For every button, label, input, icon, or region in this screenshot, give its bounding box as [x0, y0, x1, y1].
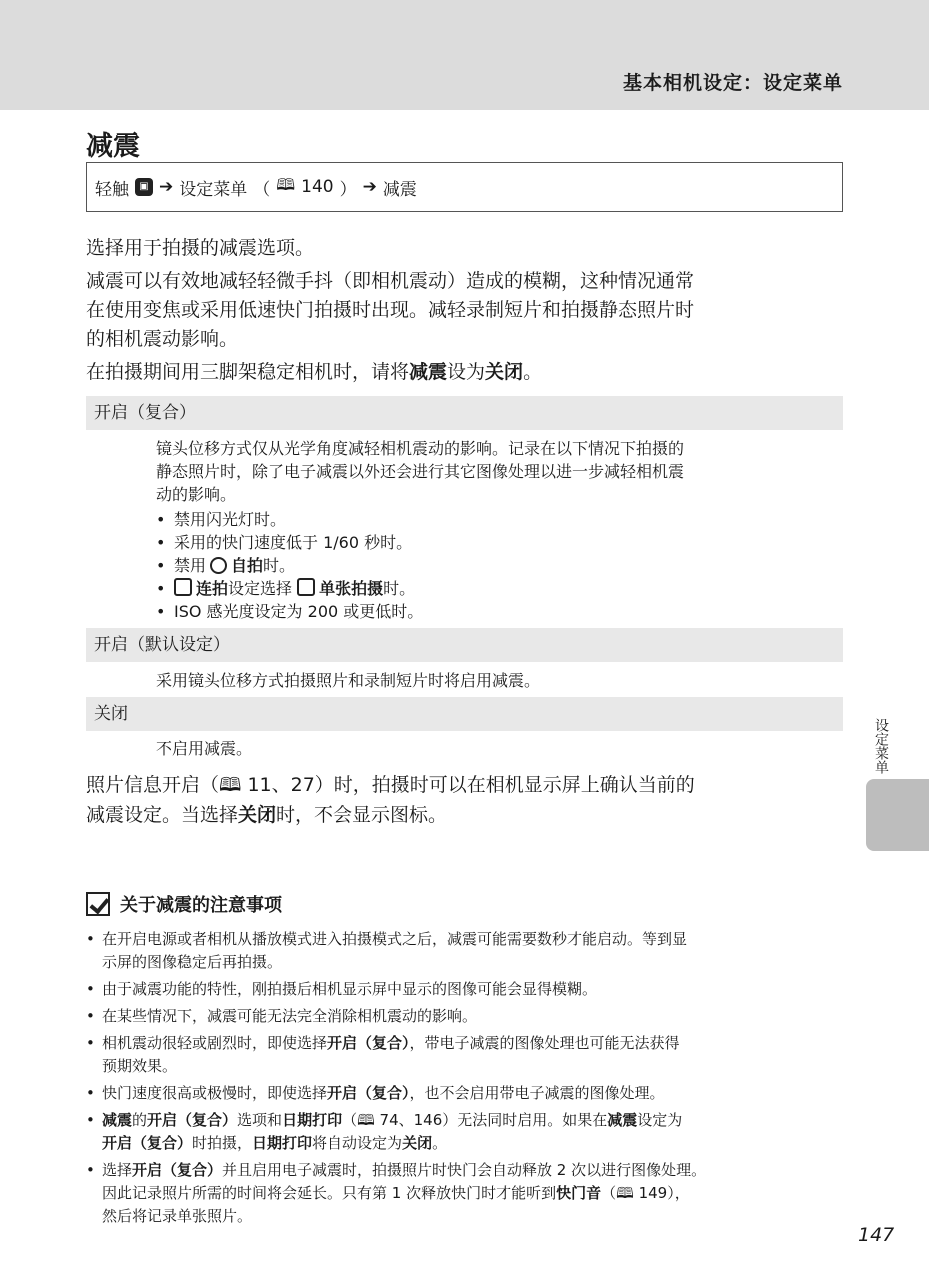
note-text: ，也不会启用带电子减震的图像处理。	[409, 1084, 665, 1102]
bullet-text: 时。	[263, 556, 296, 575]
note-item: • 由于减震功能的特性，刚拍摄后相机显示屏中显示的图像可能会显得模糊。	[86, 978, 846, 1001]
bold-text: 减震	[409, 361, 448, 383]
bold-text: 关闭	[402, 1134, 433, 1152]
bold-text: 连拍	[196, 579, 229, 598]
note-text: （🕮 74、146）无法同时启用。如果在	[342, 1111, 608, 1129]
text: 减震设定。当选择	[86, 804, 239, 826]
page-title: 减震	[86, 131, 140, 162]
bullet-text: 设定选择	[228, 579, 293, 598]
intro-paragraph-3	[86, 357, 846, 387]
home-camera-icon: ▣	[135, 178, 153, 196]
bullet-item: • 采用的快门速度低于 1/60 秒时。	[156, 533, 413, 552]
header-title: 基本相机设定：设定菜单	[622, 72, 843, 94]
note-text: 设定为	[637, 1111, 683, 1129]
bold-text: 减震	[607, 1111, 638, 1129]
option-desc-line: 静态照片时，除了电子减震以外还会进行其它图像处理以进一步减轻相机震	[156, 462, 685, 481]
checkmark-icon	[86, 892, 110, 916]
nav-paren-close: ）	[339, 179, 357, 200]
note-item: • 在某些情况下，减震可能无法完全消除相机震动的影响。	[86, 1005, 846, 1028]
arrow-icon: ➔	[362, 177, 377, 197]
notes-heading	[86, 891, 282, 917]
page-number: 147	[858, 1224, 895, 1246]
note-text: 选项和	[237, 1111, 283, 1129]
option-header-combined: 开启（复合）	[86, 396, 843, 430]
bullet-item: • 禁用闪光灯时。	[156, 510, 287, 529]
bullet-item: • 禁用 自拍时。	[156, 556, 296, 575]
nav-menu-label: 设定菜单	[179, 179, 248, 200]
note-text: 的	[132, 1111, 148, 1129]
intro-paragraph-2-line-2: 在使用变焦或采用低速快门拍摄时出现。减轻录制短片和拍摄静态照片时	[86, 299, 695, 321]
bullet-text: 时。	[383, 579, 416, 598]
bold-text: 减震	[102, 1111, 133, 1129]
bold-text: 单张拍摄	[319, 579, 384, 598]
side-tab-marker	[866, 779, 929, 851]
note-item	[86, 1109, 846, 1155]
note-text: 因此记录照片所需的时间将会延长。只有第 1 次释放快门时才能听到	[102, 1184, 557, 1202]
text: 设为	[447, 361, 486, 383]
bold-text: 快门音	[556, 1184, 602, 1202]
bullet-text: 禁用	[174, 556, 207, 575]
side-section-label: 设定菜单	[873, 718, 889, 774]
bold-text: 日期打印	[282, 1111, 343, 1129]
info-paragraph-line-1: 照片信息开启（🕮 11、27）时，拍摄时可以在相机显示屏上确认当前的	[86, 774, 695, 796]
notes-title: 关于减震的注意事项	[120, 895, 282, 916]
note-text: 快门速度很高或极慢时，即使选择	[102, 1084, 328, 1102]
arrow-icon: ➔	[159, 177, 174, 197]
bold-text: 开启（复合）	[327, 1084, 410, 1102]
bullet-text: ISO 感光度设定为 200 或更低时。	[174, 602, 424, 621]
option-desc-line: 动的影响。	[156, 485, 237, 504]
info-paragraph-line-2	[86, 800, 846, 830]
note-item	[86, 1159, 846, 1228]
bold-text: 开启（复合）	[132, 1161, 223, 1179]
bold-text: 自拍	[231, 556, 264, 575]
bold-text: 日期打印	[252, 1134, 313, 1152]
note-text: （🕮 149），	[601, 1184, 690, 1202]
nav-touch-label: 轻触	[95, 179, 129, 200]
single-shot-icon	[297, 578, 315, 596]
option-header-default: 开启（默认设定）	[86, 628, 843, 662]
bullet-item: • 连拍设定选择 单张拍摄时。	[156, 579, 416, 598]
note-text: 在开启电源或者相机从播放模式进入拍摄模式之后，减震可能需要数秒才能启动。等到显	[102, 930, 688, 948]
text: 时，不会显示图标。	[276, 804, 448, 826]
note-text: 示屏的图像稳定后再拍摄。	[102, 953, 283, 971]
note-text: 选择	[102, 1161, 133, 1179]
nav-target-label: 减震	[382, 179, 417, 200]
intro-paragraph-2-line-1: 减震可以有效地减轻轻微手抖（即相机震动）造成的模糊，这种情况通常	[86, 270, 695, 292]
note-item	[86, 1032, 846, 1078]
option-desc-line: 镜头位移方式仅从光学角度减轻相机震动的影响。记录在以下情况下拍摄的	[156, 439, 685, 458]
intro-paragraph-1: 选择用于拍摄的减震选项。	[86, 237, 315, 259]
navigation-path-box	[86, 162, 843, 212]
note-text: 相机震动很轻或剧烈时，即使选择	[102, 1034, 328, 1052]
continuous-shooting-icon	[174, 578, 192, 596]
bullet-text: 采用的快门速度低于 1/60 秒时。	[174, 533, 413, 552]
self-timer-icon	[210, 557, 227, 574]
intro-paragraph-2-line-3: 的相机震动影响。	[86, 328, 239, 350]
nav-page-ref: 140	[301, 177, 334, 197]
option-desc-line: 采用镜头位移方式拍摄照片和录制短片时将启用减震。	[156, 671, 541, 690]
note-item	[86, 928, 846, 974]
note-text: ，带电子减震的图像处理也可能无法获得	[409, 1034, 680, 1052]
note-text: 预期效果。	[102, 1057, 178, 1075]
book-icon: 🕮	[276, 174, 296, 194]
bullet-text: 禁用闪光灯时。	[174, 510, 287, 529]
bold-text: 关闭	[238, 804, 277, 826]
text: 在拍摄期间用三脚架稳定相机时，请将	[86, 361, 410, 383]
nav-paren-open: （	[253, 179, 271, 200]
note-text: 时拍摄，	[192, 1134, 253, 1152]
text: 。	[523, 361, 543, 383]
option-desc-line: 不启用减震。	[156, 739, 253, 758]
option-header-off: 关闭	[86, 697, 843, 731]
bold-text: 开启（复合）	[102, 1134, 193, 1152]
note-item	[86, 1082, 846, 1105]
note-text: 将自动设定为	[312, 1134, 403, 1152]
bold-text: 开启（复合）	[147, 1111, 238, 1129]
bullet-item: • ISO 感光度设定为 200 或更低时。	[156, 602, 424, 621]
bold-text: 关闭	[485, 361, 524, 383]
note-text: 。	[432, 1134, 448, 1152]
note-text: 然后将记录单张照片。	[102, 1207, 253, 1225]
bold-text: 开启（复合）	[327, 1034, 410, 1052]
note-text: 并且启用电子减震时，拍摄照片时快门会自动释放 2 次以进行图像处理。	[222, 1161, 707, 1179]
